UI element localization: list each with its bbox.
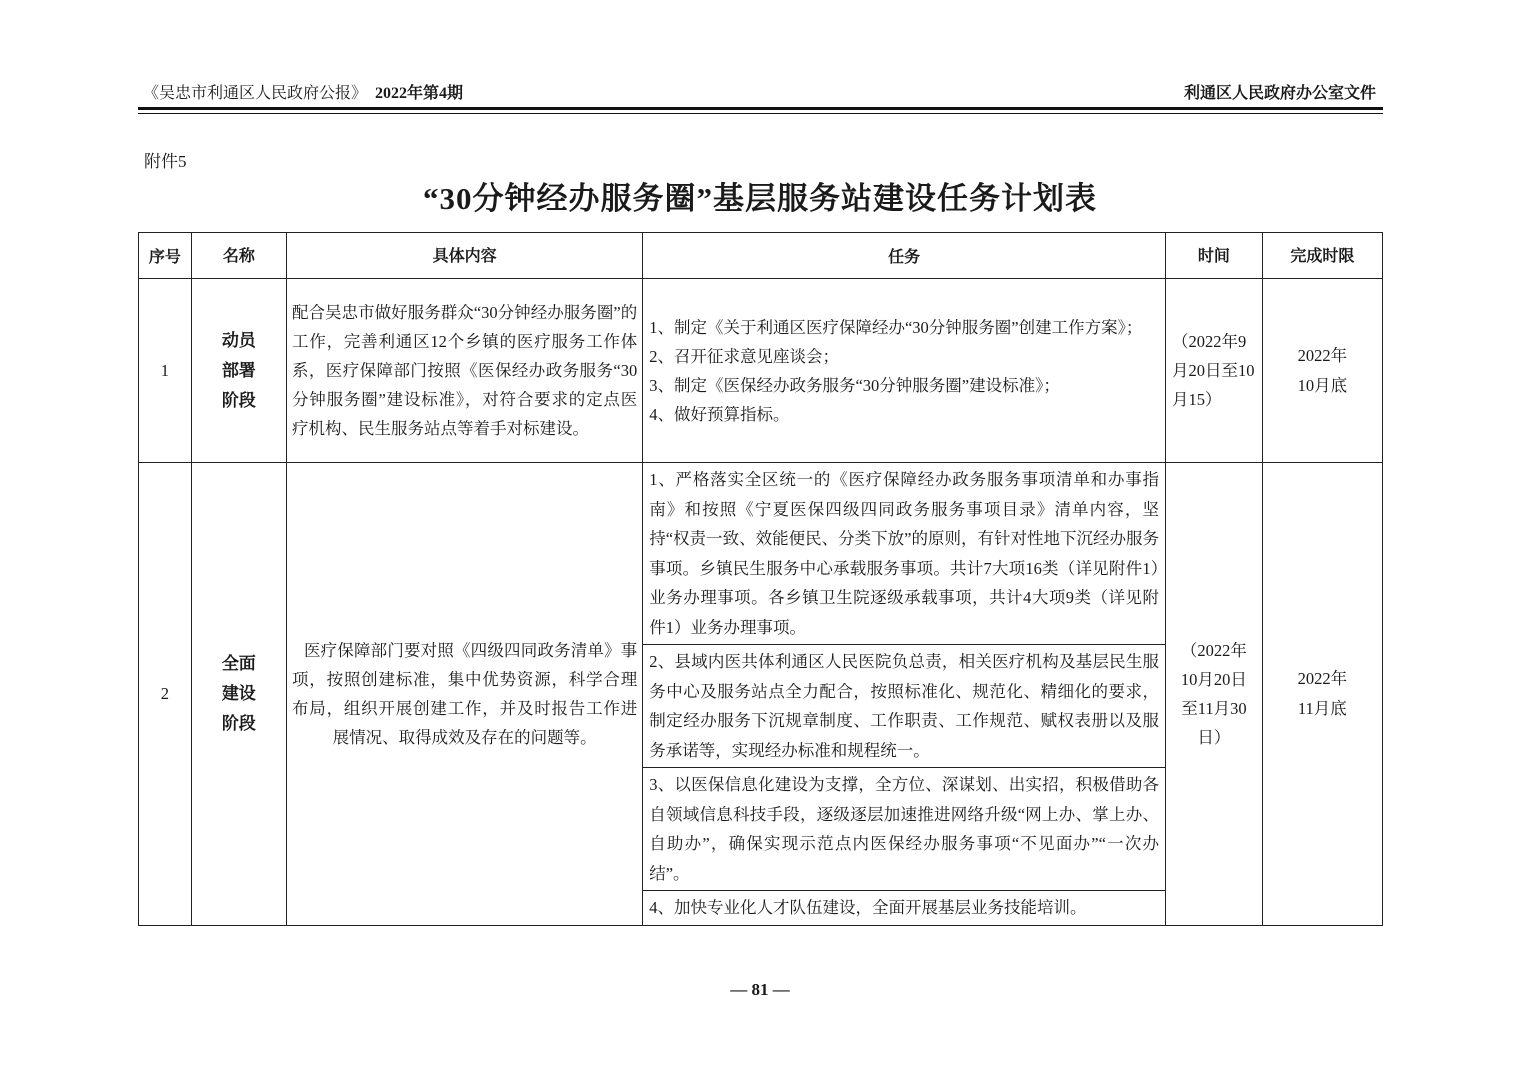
row-name (191, 463, 286, 926)
header-deadline: 完成时限 (1262, 233, 1382, 279)
task-plan-table (138, 232, 1383, 926)
header-name: 名称 (191, 233, 286, 279)
deadline-line: 2022年 (1297, 345, 1348, 365)
header-task: 任务 (643, 233, 1166, 279)
row-tasks (643, 279, 1166, 463)
name-line: 动员 (221, 330, 256, 351)
table-header-row (139, 233, 1383, 279)
attachment-label: 附件5 (144, 152, 187, 171)
content-text: 医疗保障部门要对照《四级四同政务清单》事项，按照创建标准，集中优势资源，科学合理布局，组织开展创建工作，并及时报告工作进展情况、取得成效及存在的问题等。 (291, 640, 638, 747)
name-line: 阶段 (221, 390, 256, 411)
time-text: （2022年10月20日至11月30日） (1180, 640, 1247, 747)
running-header-left (143, 80, 463, 103)
row-name (191, 279, 286, 463)
table-row (139, 279, 1383, 463)
row-seq: 2 (139, 463, 192, 926)
header-rule-thin (138, 113, 1383, 114)
header-rule-thick (138, 107, 1383, 110)
row-time (1166, 279, 1263, 463)
row-deadline (1262, 463, 1382, 926)
task-item: 2、县域内医共体利通区人民医院负总责，相关医疗机构及基层民生服务中心及服务站点全力配合，按照标准化、规范化、精细化的要求，制定经办服务下沉规章制度、工作职责、工作规范、赋权表册以及服务承诺等，实现经办标准和规程统一。 (643, 645, 1165, 768)
row-deadline (1262, 279, 1382, 463)
publication-name: 《吴忠市利通区人民政府公报》 (143, 85, 368, 102)
header-time: 时间 (1166, 233, 1263, 279)
name-line: 建设 (221, 683, 256, 704)
table-row (139, 463, 1383, 926)
deadline-line: 10月底 (1297, 375, 1348, 395)
header-content: 具体内容 (286, 233, 642, 279)
task-item: 2、召开征求意见座谈会； (649, 346, 839, 366)
running-header-right: 利通区人民政府办公室文件 (1183, 83, 1376, 102)
task-item: 4、做好预算指标。 (649, 404, 790, 424)
row-content (286, 463, 642, 926)
name-line: 全面 (221, 653, 256, 674)
document-title: “30分钟经办服务圈”基层服务站建设任务计划表 (423, 181, 1097, 216)
row-seq: 1 (139, 279, 192, 463)
deadline-line: 11月底 (1297, 698, 1347, 718)
task-item: 1、严格落实全区统一的《医疗保障经办政务服务事项清单和办事指南》和按照《宁夏医保四级四同政务服务事项目录》清单内容，坚持“权责一致、效能便民、分类下放”的原则，有针对性地下沉经办服务事项。乡镇民生服务中心承载服务事项。共计7大项16类（详见附件1）业务办理事项。各乡镇卫生院逐级承载事项，共计4大项9类（详见附件1）业务办理事项。 (643, 463, 1165, 645)
name-line: 部署 (221, 360, 256, 381)
deadline-line: 2022年 (1297, 668, 1348, 688)
row-tasks (643, 463, 1166, 926)
task-item: 3、制定《医保经办政务服务“30分钟服务圈”建设标准》； (649, 375, 1060, 395)
task-item: 4、加快专业化人才队伍建设，全面开展基层业务技能培训。 (649, 898, 1087, 917)
time-text: （2022年9月20日至10月15） (1172, 332, 1255, 409)
row-time (1166, 463, 1263, 926)
task-item: 1、制定《关于利通区医疗保障经办“30分钟服务圈”创建工作方案》； (649, 317, 1143, 337)
issue-number: 2022年第4期 (375, 85, 464, 102)
row-content: 配合吴忠市做好服务群众“30分钟经办服务圈”的工作，完善利通区12个乡镇的医疗服务工作体系，医疗保障部门按照《医保经办政务服务“30分钟服务圈”建设标准》，对符合要求的定点医疗机构、民生服务站点等着手对标建设。 (286, 279, 642, 463)
page-number: — 81 — (730, 980, 790, 999)
name-line: 阶段 (221, 713, 256, 734)
header-seq: 序号 (139, 233, 192, 279)
task-item: 3、以医保信息化建设为支撑，全方位、深谋划、出实招，积极借助各自领域信息科技手段，逐级逐层加速推进网络升级“网上办、掌上办、自助办”，确保实现示范点内医保经办服务事项“不见面办”“一次办结”。 (643, 768, 1165, 891)
